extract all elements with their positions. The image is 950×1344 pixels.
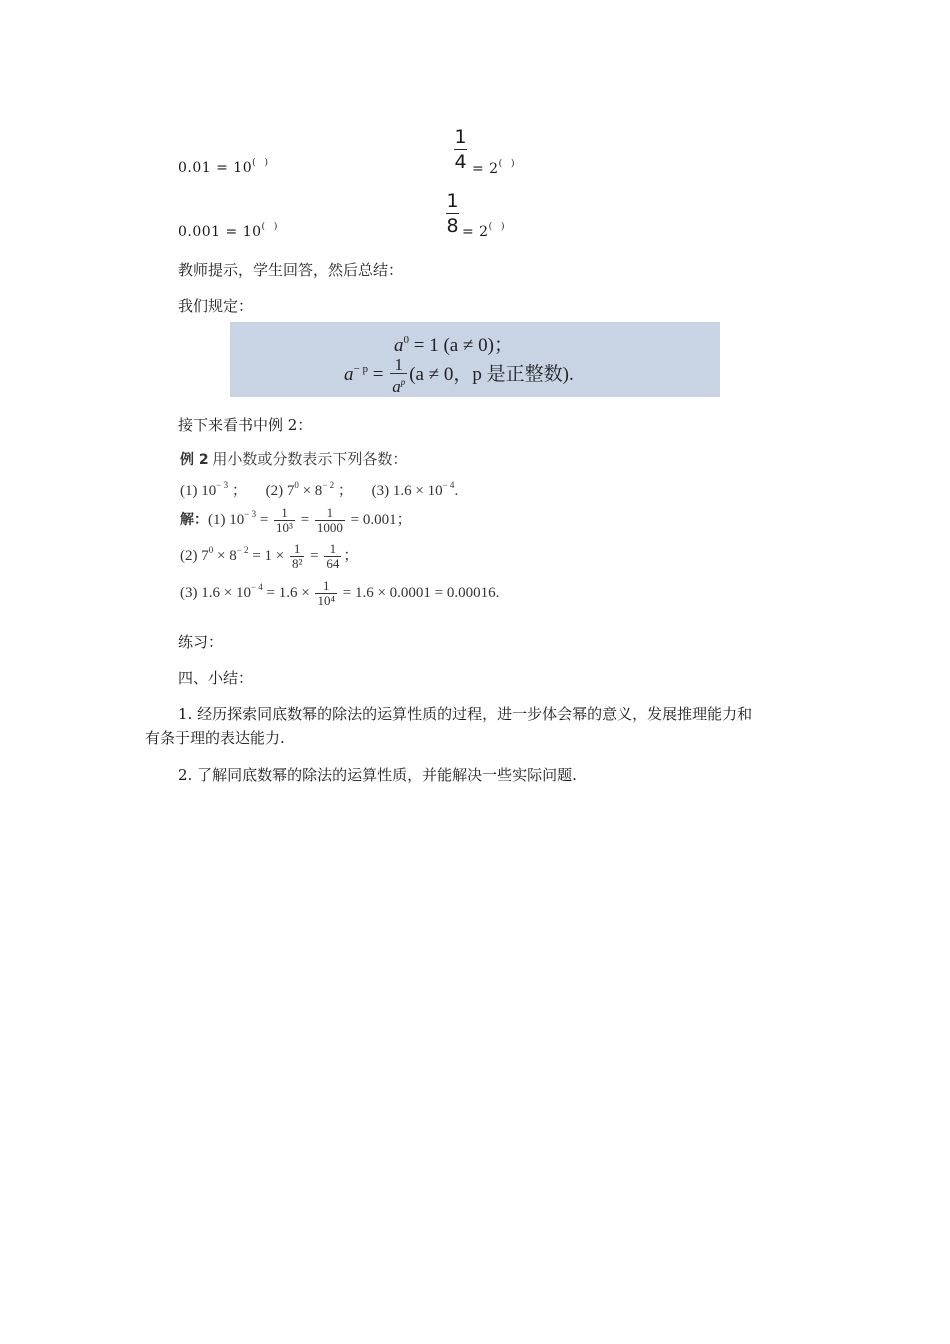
solution-label: 解：: [180, 511, 208, 528]
exponent: − 2: [236, 544, 249, 555]
equation-fraction-eighth: [446, 190, 459, 237]
numerator: 1: [315, 506, 345, 521]
rule-text: = 1 (a ≠ 0)；: [409, 335, 513, 356]
denominator-base: a: [392, 377, 401, 396]
solution-text: (2) 7: [180, 547, 209, 564]
exponent: − p: [353, 362, 368, 375]
base: a: [394, 335, 404, 356]
blank: ( ): [261, 222, 281, 232]
denominator: 10³: [276, 520, 293, 535]
solution-3: [180, 579, 499, 608]
question-2: (2) 7: [265, 483, 295, 499]
solution-text: (3) 1.6 × 10: [180, 584, 251, 601]
exponent: − 4: [442, 480, 455, 490]
solution-text: = 1.6 × 0.0001 = 0.00016.: [339, 584, 500, 601]
fraction: [290, 542, 304, 571]
summary-item-2: 2. 了解同底数幂的除法的运算性质，并能解决一些实际问题.: [178, 766, 577, 784]
numerator: 1: [274, 506, 295, 521]
denominator: 8: [446, 215, 459, 237]
rule-box: [230, 322, 720, 397]
denominator: 8²: [291, 556, 303, 571]
exponent: − 4: [250, 581, 263, 592]
denominator: 10⁴: [317, 593, 335, 608]
denominator: 4: [454, 151, 467, 173]
numerator: 1: [454, 126, 467, 148]
equation-text: = 2: [462, 224, 489, 240]
denominator: [390, 374, 407, 395]
equation-text: 0.01 = 10: [178, 160, 253, 176]
we-define: 我们规定：: [178, 297, 254, 315]
denominator-exponent: p: [400, 377, 406, 387]
fraction: [446, 190, 459, 237]
exponent: 0: [294, 480, 299, 490]
equation-power-two-2: [462, 222, 507, 240]
solution-text: × 8: [213, 547, 237, 564]
fraction: [315, 579, 337, 608]
rule-line-zero-exponent: [394, 330, 513, 357]
numerator: 1: [446, 190, 459, 212]
fraction: [315, 506, 345, 535]
solution-text: = 1 ×: [248, 547, 288, 564]
equation-text: = 2: [472, 161, 499, 177]
fraction: [274, 506, 295, 535]
numerator: 1: [290, 542, 304, 557]
equation-decimal-0001: [178, 222, 280, 240]
fraction: [454, 126, 467, 173]
equation-decimal-001: [178, 158, 271, 176]
exponent: 0: [208, 544, 214, 555]
exponent: − 2: [322, 480, 335, 490]
solution-text: ；: [343, 547, 359, 564]
fraction: [324, 542, 341, 571]
example-questions: (1) $10^{- 3}$ ； (2) $7^0 \times 8^{- 2}$ ； (3) $1.6 \times 10^{- 4}$.: [180, 480, 459, 499]
numerator: 1: [315, 579, 337, 594]
solution-text: = 1.6 ×: [262, 584, 314, 601]
rule-fraction: [390, 356, 407, 395]
question-3: (3) 1.6 × 10: [371, 483, 443, 499]
solution-1: 解：(1) $10^{- 3}$ = $\frac{1}{\text{10³}}$ = $\frac{1}{1000}$ = 0.001；: [180, 505, 412, 535]
exponent: − 3: [216, 480, 229, 490]
rule-text: =: [367, 363, 384, 385]
blank: ( ): [498, 159, 518, 169]
solution-2: (2) $7^0 \times 8^{- 2} = 1$ × $\frac{1}{\text{8²}}$ = $\frac{1}{64}$ ；: [180, 541, 359, 571]
rule-line-negative-exponent: [344, 356, 574, 395]
next-example: 接下来看书中例 2：: [178, 416, 313, 434]
example-title: [180, 448, 407, 469]
exponent: 0: [403, 334, 409, 346]
numerator: 1: [390, 356, 407, 374]
practice-heading: 练习：: [178, 633, 224, 651]
summary-item-1-line-2: 有条于理的表达能力.: [145, 729, 285, 747]
example-prompt: 用小数或分数表示下列各数：: [212, 452, 408, 468]
equation-fraction-quarter: [454, 126, 467, 173]
solution-text: (1) 10: [208, 511, 245, 528]
teacher-hint: 教师提示，学生回答，然后总结：: [178, 261, 404, 279]
denominator: 1000: [316, 520, 343, 535]
example-label: 例 2: [180, 452, 209, 468]
denominator: 64: [326, 556, 340, 571]
numerator: 1: [324, 542, 341, 557]
rule-text: (a ≠ 0，p 是正整数).: [409, 363, 574, 385]
question-3-end: .: [454, 483, 459, 499]
solution-text: = 0.001；: [346, 511, 412, 528]
blank: ( ): [488, 222, 508, 232]
equation-power-two-1: [472, 159, 517, 177]
question-1: (1) 10: [180, 483, 217, 499]
base: a: [344, 363, 354, 385]
exponent: − 3: [244, 508, 257, 519]
blank: ( ): [252, 158, 272, 168]
solution-text: =: [256, 511, 273, 528]
summary-heading: 四、小结：: [178, 669, 254, 687]
question-2-mid: × 8: [298, 483, 323, 499]
summary-item-1-line-1: 1. 经历探索同底数幂的除法的运算性质的过程，进一步体会幂的意义，发展推理能力和: [178, 705, 753, 723]
equation-text: 0.001 = 10: [178, 224, 262, 240]
